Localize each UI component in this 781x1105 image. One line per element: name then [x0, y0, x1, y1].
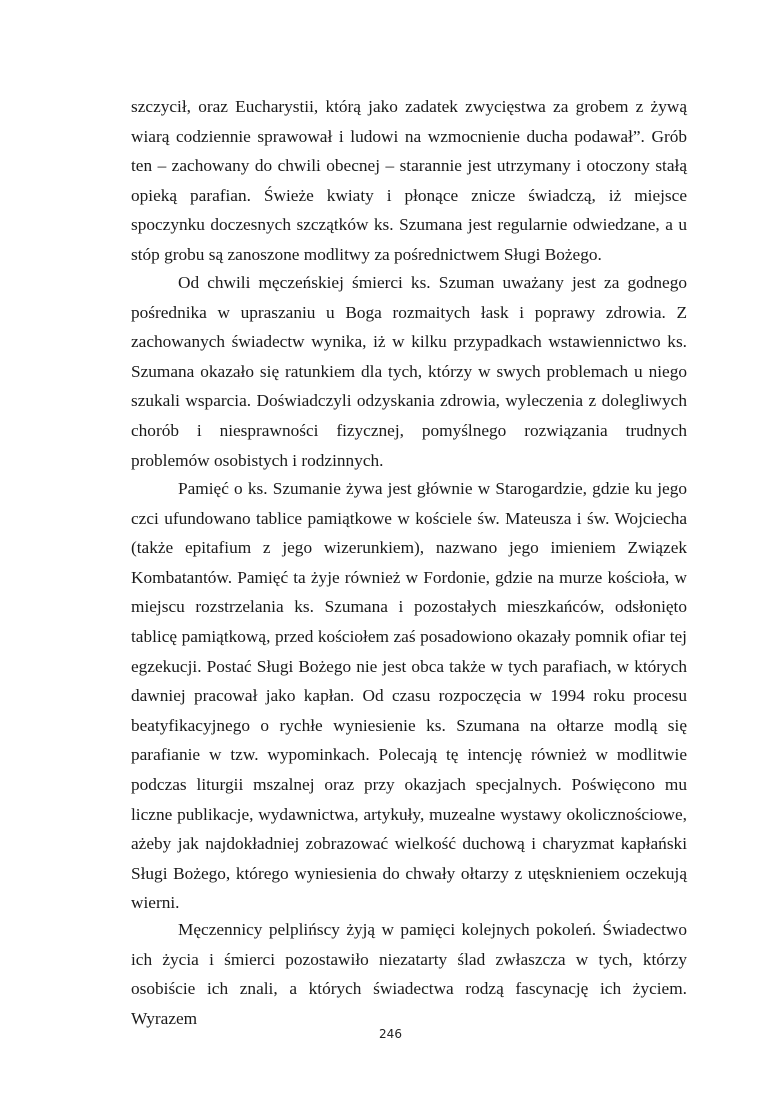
paragraph-text: szczycił, oraz Eucharystii, którą jako zadatek zwycięstwa za grobem z żywą wiarą codziennie sprawował i ludowi na wzmocnienie ducha podawał”. Grób ten – zachowany do chwili obecnej – starannie jest utrzymany i otoczony stałą opieką parafian. Świeże kwiaty i płonące znicze świadczą, iż miejsce spoczynku doczesnych szczątków ks. Szumana jest regularnie odwiedzane, a u stóp grobu są zanoszone modlitwy za pośrednictwem Sługi Bożego. [131, 97, 687, 264]
page-number: 246 [379, 1027, 402, 1041]
paragraph-grave [131, 92, 687, 270]
paragraph-intercession [131, 268, 687, 475]
paragraph-text: Męczennicy pelplińscy żyją w pamięci kolejnych pokoleń. Świadectwo ich życia i śmierci pozostawiło niezatarty ślad zwłaszcza w tych, którzy osobiście ich znali, a których świadectwa rodzą fascynację ich życiem. Wyrazem [131, 920, 687, 1028]
paragraph-memory [131, 474, 687, 918]
paragraph-martyrs [131, 915, 687, 1033]
paragraph-text: Pamięć o ks. Szumanie żywa jest głównie w Starogardzie, gdzie ku jego czci ufundowano tablice pamiątkowe w kościele św. Mateusza i św. Wojciecha (także epitafium z jego wizerunkiem), nazwano jego imieniem Związek Kombatantów. Pamięć ta żyje również w Fordonie, gdzie na murze kościoła, w miejscu rozstrzelania ks. Szumana i pozostałych mieszkańców, odsłonięto tablicę pamiątkową, przed kościołem zaś posadowiono okazały pomnik ofiar tej egzekucji. Postać Sługi Bożego nie jest obca także w tych parafiach, w których dawniej pracował jako kapłan. Od czasu rozpoczęcia w 1994 roku procesu beatyfikacyjnego o rychłe wyniesienie ks. Szumana na ołtarze modlą się parafianie w tzw. wypominkach. Polecają tę intencję również w modlitwie podczas liturgii mszalnej oraz przy okazjach specjalnych. Poświęcono mu liczne publikacje, wydawnictwa, artykuły, muzealne wystawy okolicznościowe, ażeby jak najdokładniej zobrazować wielkość duchową i charyzmat kapłański Sługi Bożego, którego wyniesienia do chwały ołtarzy z utęsknieniem oczekują wierni. [131, 479, 687, 913]
paragraph-text: Od chwili męczeńskiej śmierci ks. Szuman uważany jest za godnego pośrednika w upraszaniu u Boga rozmaitych łask i poprawy zdrowia. Z zachowanych świadectw wynika, iż w kilku przypadkach wstawiennictwo ks. Szumana okazało się ratunkiem dla tych, którzy w swych problemach u niego szukali wsparcia. Doświadczyli odzyskania zdrowia, wyleczenia z dolegliwych chorób i niesprawności fizycznej, pomyślnego rozwiązania trudnych problemów osobistych i rodzinnych. [131, 273, 687, 470]
